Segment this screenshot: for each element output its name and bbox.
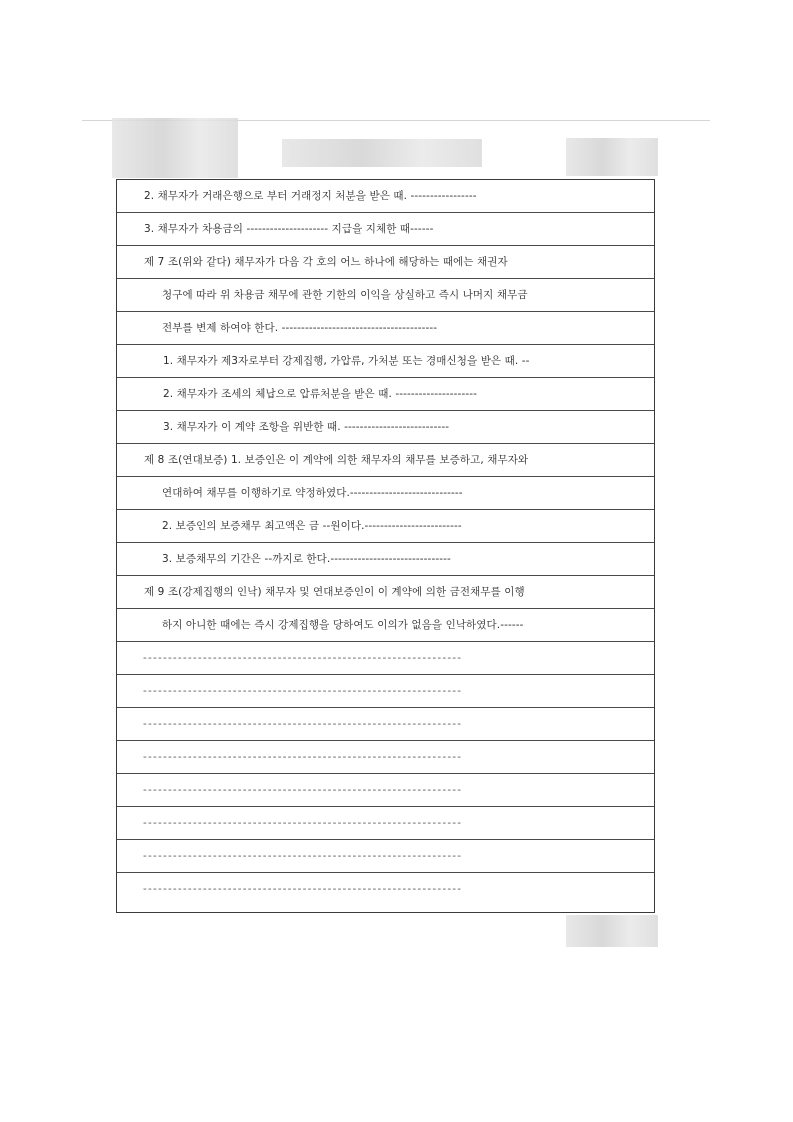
- redacted-region: [282, 139, 482, 167]
- article-9-heading: 제 9 조(강제집행의 인낙) 채무자 및 연대보증인이 이 계약에 의한 금전채무를 이행: [117, 576, 654, 609]
- blank-dashed-line: ----------------------------------------------------------------: [117, 642, 654, 675]
- redacted-region: [566, 138, 658, 176]
- blank-dashed-line: ----------------------------------------------------------------: [143, 883, 463, 895]
- clause-line: 하지 아니한 때에는 즉시 강제집행을 당하여도 이의가 없음을 인낙하였다.------: [117, 609, 654, 642]
- clause-line: 1. 채무자가 제3자로부터 강제집행, 가압류, 가처분 또는 경매신청을 받은 때. --: [117, 345, 654, 378]
- clause-line: 전부를 변제 하여야 한다. ----------------------------------------: [117, 312, 654, 345]
- clause-line: 3. 채무자가 이 계약 조항을 위반한 때. ---------------------------: [117, 411, 654, 444]
- article-8-heading: 제 8 조(연대보증) 1. 보증인은 이 계약에 의한 채무자의 채무를 보증하고, 채무자와: [117, 444, 654, 477]
- blank-dashed-line: ----------------------------------------------------------------: [117, 708, 654, 741]
- article-7-heading: 제 7 조(위와 같다) 채무자가 다음 각 호의 어느 하나에 해당하는 때에는 채권자: [117, 246, 654, 279]
- blank-dashed-line: ----------------------------------------------------------------: [117, 840, 654, 873]
- blank-dashed-line: ----------------------------------------------------------------: [117, 774, 654, 807]
- clause-line: 2. 채무자가 거래은행으로 부터 거래정지 처분을 받은 때. -----------------: [117, 180, 654, 213]
- redacted-region: [112, 118, 238, 178]
- clause-line: 3. 채무자가 차용금의 --------------------- 지급을 지체한 때------: [117, 213, 654, 246]
- clause-line: 청구에 따라 위 차용금 채무에 관한 기한의 이익을 상실하고 즉시 나머지 채무금: [117, 279, 654, 312]
- blank-dashed-line: ----------------------------------------------------------------: [117, 675, 654, 708]
- clause-line: 2. 채무자가 조세의 체납으로 압류처분을 받은 때. ---------------------: [117, 378, 654, 411]
- clause-line: 연대하여 채무를 이행하기로 약정하였다.-----------------------------: [117, 477, 654, 510]
- clause-line: 2. 보증인의 보증채무 최고액은 금 --원이다.-------------------------: [117, 510, 654, 543]
- clause-line: 3. 보증채무의 기간은 --까지로 한다.-------------------------------: [117, 543, 654, 576]
- blank-dashed-line: ----------------------------------------------------------------: [117, 741, 654, 774]
- redacted-region: [566, 915, 658, 947]
- blank-dashed-line: ----------------------------------------------------------------: [117, 807, 654, 840]
- contract-text-box: [116, 179, 655, 913]
